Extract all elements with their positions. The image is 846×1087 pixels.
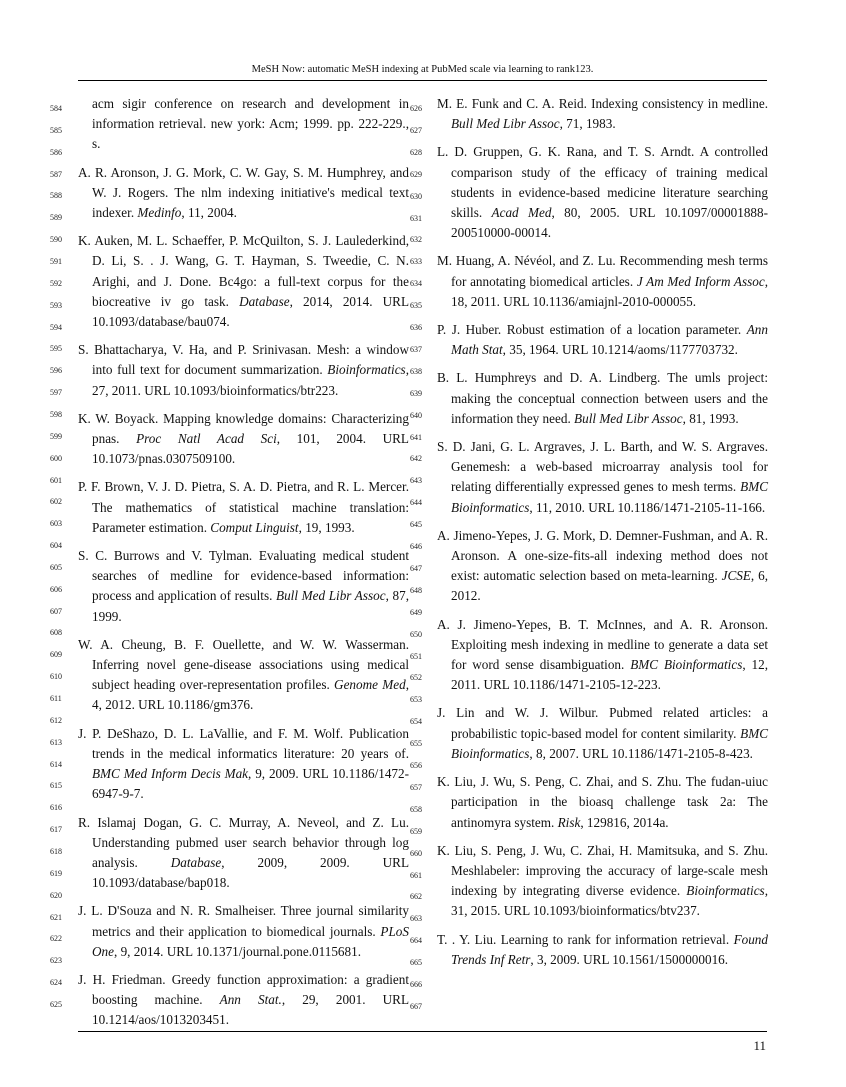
line-number: 645 xyxy=(410,520,422,530)
reference-authors-title: J. P. DeShazo, D. L. LaVallie, and F. M. Wolf. Publication trends in the medical informatics literature: 20 years of. xyxy=(78,725,409,761)
line-number: 625 xyxy=(50,1000,62,1009)
reference-venue: J Am Med Inform Assoc xyxy=(636,273,765,289)
reference-details: , 129816, 2014a. xyxy=(580,814,669,830)
reference-entry xyxy=(437,320,768,360)
line-number: 643 xyxy=(410,476,422,486)
reference-entry xyxy=(437,526,768,607)
line-number: 667 xyxy=(410,1002,422,1011)
reference-authors-title: K. Liu, S. Peng, J. Wu, C. Zhai, H. Mamitsuka, and S. Zhu. Meshlabeler: improving the accuracy of large-scale mesh indexing by integrating diverse evidence. xyxy=(437,842,768,899)
reference-authors-title: T. . Y. Liu. Learning to rank for information retrieval. xyxy=(437,931,734,947)
line-number: 608 xyxy=(50,628,62,638)
reference-details: , 6, 2012. xyxy=(451,568,768,604)
reference-authors-title: R. Islamaj Dogan, G. C. Murray, A. Neveol, and Z. Lu. Understanding pubmed user search behavior through log analysis. xyxy=(78,814,409,870)
line-number: 589 xyxy=(50,213,62,223)
reference-authors-title: L. D. Gruppen, G. K. Rana, and T. S. Arndt. A controlled comparison study of the efficacy of training medical students in evidence-based medicine literature searching skills. xyxy=(437,144,768,221)
reference-details: , 12, 2011. URL 10.1186/1471-2105-12-223. xyxy=(451,657,769,693)
line-number: 636 xyxy=(410,323,422,333)
line-number: 616 xyxy=(50,803,62,813)
reference-entry xyxy=(78,970,409,1031)
line-number: 586 xyxy=(50,147,62,157)
line-number: 639 xyxy=(410,388,422,398)
reference-details: , 31, 2015. URL 10.1093/bioinformatics/btv237. xyxy=(451,883,768,919)
reference-entry xyxy=(78,546,409,627)
line-number: 628 xyxy=(410,147,422,157)
reference-venue: Found Trends Inf Retr xyxy=(451,931,768,967)
page-number: 11 xyxy=(753,1038,766,1053)
reference-authors-title: K. Auken, M. L. Schaeffer, P. McQuilton, S. J. Laulederkind, D. Li, S. . J. Wang, G. T. Hayman, S. Tweedie, C. N. Arighi, and J. Done. Bc4go: a full-text corpus for the biocreative iv go task. xyxy=(78,233,409,309)
line-number: 652 xyxy=(410,673,422,683)
reference-venue: Database xyxy=(239,293,290,309)
reference-details: , 81, 1993. xyxy=(682,410,739,426)
reference-authors-title: A. Jimeno-Yepes, J. G. Mork, D. Demner-Fushman, and A. R. Aronson. A one-size-fits-all indexing method does not exist: automatic selection based on meta-learning. xyxy=(437,527,768,584)
line-number: 598 xyxy=(50,409,62,419)
reference-venue: Bull Med Libr Assoc xyxy=(276,588,386,604)
line-number: 623 xyxy=(50,956,62,966)
reference-venue: Database xyxy=(170,854,222,870)
line-number: 587 xyxy=(50,169,62,179)
line-number: 615 xyxy=(50,781,62,791)
line-number: 642 xyxy=(410,454,422,464)
reference-authors-title: B. L. Humphreys and D. A. Lindberg. The umls project: making the conceptual connection between users and the information they need. xyxy=(437,370,768,426)
line-number: 609 xyxy=(50,650,62,660)
reference-venue: Comput Linguist xyxy=(210,519,299,535)
reference-entry xyxy=(78,409,409,470)
line-number: 658 xyxy=(410,804,422,814)
line-number: 600 xyxy=(50,453,62,463)
line-number: 605 xyxy=(50,562,62,572)
line-number: 638 xyxy=(410,366,422,376)
line-number: 591 xyxy=(50,256,62,266)
reference-entry xyxy=(437,251,768,312)
reference-venue: Genome Med xyxy=(334,677,406,693)
reference-authors-title: J. Lin and W. J. Wilbur. Pubmed related articles: a probabilistic topic-based model for content similarity. xyxy=(437,705,768,741)
reference-authors-title: S. D. Jani, G. L. Argraves, J. L. Barth, and W. S. Argraves. Genemesh: a web-based microarray analysis tool for relating differentially expressed genes to mesh terms. xyxy=(437,439,768,495)
reference-entry xyxy=(437,368,768,429)
reference-authors-title: W. A. Cheung, B. F. Ouellette, and W. W. Wasserman. Inferring novel gene-disease associations using medical subject heading over-representation profiles. xyxy=(78,636,409,693)
line-number: 597 xyxy=(50,388,62,398)
reference-entry xyxy=(437,703,768,764)
running-header: MeSH Now: automatic MeSH indexing at PubMed scale via learning to rank123. xyxy=(251,64,594,75)
reference-venue: BMC Med Inform Decis Mak xyxy=(92,766,249,782)
line-number: 596 xyxy=(50,366,62,376)
line-number: 606 xyxy=(50,584,62,594)
line-number: 655 xyxy=(410,739,422,749)
reference-details: , 2014, 2014. URL 10.1093/database/bau074. xyxy=(92,293,410,330)
reference-details: , 8, 2007. URL 10.1186/1471-2105-8-423. xyxy=(529,745,753,761)
reference-details: , 35, 1964. URL 10.1214/aoms/1177703732. xyxy=(502,342,738,358)
line-number: 601 xyxy=(50,475,62,485)
reference-details: , 27, 2011. URL 10.1093/bioinformatics/btr223. xyxy=(92,362,409,398)
reference-entry xyxy=(78,94,409,155)
line-number: 641 xyxy=(410,432,422,442)
reference-details: , 9, 2014. URL 10.1371/journal.pone.0115681. xyxy=(113,943,361,959)
reference-details: , 9, 2009. URL 10.1186/1472-6947-9-7. xyxy=(92,766,409,802)
line-number: 585 xyxy=(50,125,62,135)
reference-entry xyxy=(78,163,409,224)
reference-entry xyxy=(78,813,409,894)
reference-authors-title: M. E. Funk and C. A. Reid. Indexing consistency in medline. xyxy=(437,96,768,111)
reference-entry xyxy=(437,772,768,833)
line-number: 602 xyxy=(50,497,62,507)
reference-text: acm sigir conference on research and development in information retrieval. new york: Acm; 1999. pp. 222-229., s. xyxy=(92,96,409,152)
line-number: 599 xyxy=(50,431,62,441)
line-number: 614 xyxy=(50,759,62,769)
line-number: 607 xyxy=(50,606,62,616)
reference-authors-title: M. Huang, A. Névéol, and Z. Lu. Recommending mesh terms for annotating biomedical articles. xyxy=(437,253,768,289)
reference-entry xyxy=(437,930,768,970)
reference-venue: Risk xyxy=(557,814,581,830)
line-number: 662 xyxy=(410,892,422,902)
reference-details: , 11, 2010. URL 10.1186/1471-2105-11-166. xyxy=(529,499,766,515)
references-left-column xyxy=(78,94,409,1039)
line-number: 659 xyxy=(410,826,422,836)
reference-authors-title: A. R. Aronson, J. G. Mork, C. W. Gay, S. M. Humphrey, and W. J. Rogers. The nlm indexing initiative's medical text indexer. xyxy=(78,164,409,221)
reference-authors-title: S. Bhattacharya, V. Ha, and P. Srinivasan. Mesh: a window into full text for document summarization. xyxy=(78,342,409,378)
line-number: 632 xyxy=(410,235,422,245)
reference-venue: BMC Bioinformatics xyxy=(451,479,768,515)
reference-venue: Proc Natl Acad Sci xyxy=(136,431,277,447)
line-number: 617 xyxy=(50,825,62,835)
reference-venue: Medinfo xyxy=(137,205,182,221)
references-right-column xyxy=(437,94,768,978)
line-number: 656 xyxy=(410,761,422,771)
reference-details: , 2009, 2009. URL 10.1093/database/bap018. xyxy=(92,854,409,891)
line-number: 664 xyxy=(410,936,422,946)
line-number: 640 xyxy=(410,410,422,420)
line-number: 635 xyxy=(410,301,422,311)
reference-entry xyxy=(437,841,768,922)
line-number: 610 xyxy=(50,672,62,682)
line-number: 584 xyxy=(50,104,62,113)
line-number: 633 xyxy=(410,257,422,267)
reference-venue: Bull Med Libr Assoc xyxy=(451,116,560,132)
line-number: 631 xyxy=(410,213,422,223)
line-number: 648 xyxy=(410,585,422,595)
line-number: 660 xyxy=(410,848,422,858)
line-number: 611 xyxy=(50,694,62,704)
line-number: 647 xyxy=(410,563,422,573)
line-number: 603 xyxy=(50,519,62,529)
reference-details: , 71, 1983. xyxy=(559,116,616,132)
line-number: 665 xyxy=(410,958,422,968)
line-number: 654 xyxy=(410,717,422,727)
reference-entry xyxy=(437,437,768,518)
line-number: 634 xyxy=(410,279,422,289)
line-number: 604 xyxy=(50,541,62,551)
line-number: 661 xyxy=(410,870,422,880)
reference-authors-title: S. C. Burrows and V. Tylman. Evaluating medical student searches of medline for evidence-based information: process and application of results. xyxy=(78,548,409,604)
reference-venue: BMC Bioinformatics xyxy=(451,725,768,761)
reference-details: , 29, 2001. URL 10.1214/aos/1013203451. xyxy=(92,992,410,1028)
line-number: 590 xyxy=(50,235,62,245)
line-number: 594 xyxy=(50,322,62,332)
reference-authors-title: K. W. Boyack. Mapping knowledge domains: Characterizing pnas. xyxy=(78,410,409,447)
line-number: 653 xyxy=(410,695,422,705)
reference-details: , 87, 1999. xyxy=(92,588,409,624)
line-number: 627 xyxy=(410,125,422,135)
line-number: 593 xyxy=(50,300,62,310)
line-number: 637 xyxy=(410,344,422,354)
line-number: 626 xyxy=(410,104,422,113)
line-number: 646 xyxy=(410,542,422,552)
line-number: 649 xyxy=(410,607,422,617)
reference-authors-title: J. L. D'Souza and N. R. Smalheiser. Three journal similarity metrics and their application to biomedical journals. xyxy=(78,903,409,939)
line-number: 619 xyxy=(50,868,62,878)
line-number: 657 xyxy=(410,782,422,792)
line-number: 620 xyxy=(50,890,62,900)
reference-entry xyxy=(437,94,768,134)
reference-authors-title: K. Liu, J. Wu, S. Peng, C. Zhai, and S. Zhu. The fudan-uiuc participation in the bioasq challenge task 2a: The antinomyra system. xyxy=(437,774,768,830)
reference-details: , 19, 1993. xyxy=(298,519,355,535)
line-number: 613 xyxy=(50,737,62,747)
line-number: 624 xyxy=(50,978,62,988)
line-number: 644 xyxy=(410,498,422,508)
line-number: 651 xyxy=(410,651,422,661)
reference-venue: PLoS One xyxy=(92,923,409,959)
line-number: 629 xyxy=(410,169,422,179)
reference-venue: Ann Math Stat xyxy=(451,322,768,358)
reference-details: , 80, 2005. URL 10.1097/00001888-200510000-00014. xyxy=(451,205,768,241)
line-number: 612 xyxy=(50,715,62,725)
reference-authors-title: J. H. Friedman. Greedy function approximation: a gradient boosting machine. xyxy=(78,971,409,1008)
line-number: 663 xyxy=(410,914,422,924)
reference-venue: BMC Bioinformatics xyxy=(630,657,743,673)
header-rule xyxy=(78,80,767,81)
reference-details: , 18, 2011. URL 10.1136/amiajnl-2010-000055. xyxy=(451,273,768,309)
reference-details: , 11, 2004. xyxy=(181,205,237,221)
reference-venue: Bull Med Libr Assoc xyxy=(574,410,683,426)
reference-venue: Ann Stat. xyxy=(219,992,282,1008)
reference-entry xyxy=(78,231,409,332)
line-number: 618 xyxy=(50,847,62,857)
reference-authors-title: P. J. Huber. Robust estimation of a location parameter. xyxy=(437,322,747,338)
line-number: 650 xyxy=(410,629,422,639)
line-number: 595 xyxy=(50,344,62,354)
line-number: 621 xyxy=(50,912,62,922)
line-number: 592 xyxy=(50,278,62,288)
line-number: 588 xyxy=(50,191,62,201)
line-number: 630 xyxy=(410,191,422,201)
reference-entry xyxy=(78,340,409,401)
reference-authors-title: P. F. Brown, V. J. D. Pietra, S. A. D. Pietra, and R. L. Mercer. The mathematics of statistical machine translation: Parameter estimation. xyxy=(78,479,409,535)
reference-venue: Acad Med xyxy=(491,205,552,221)
reference-details: , 3, 2009. URL 10.1561/1500000016. xyxy=(530,951,729,967)
reference-entry xyxy=(78,477,409,538)
reference-venue: Bioinformatics xyxy=(686,883,765,899)
reference-entry xyxy=(78,901,409,962)
line-number: 622 xyxy=(50,934,62,944)
reference-entry xyxy=(78,724,409,805)
line-number: 666 xyxy=(410,980,422,990)
reference-venue: Bioinformatics xyxy=(327,362,406,378)
reference-venue: JCSE xyxy=(721,568,751,584)
reference-entry xyxy=(78,635,409,716)
footer-rule xyxy=(78,1031,767,1032)
reference-details: , 101, 2004. URL 10.1073/pnas.0307509100. xyxy=(92,431,409,467)
reference-entry xyxy=(437,615,768,696)
reference-authors-title: A. J. Jimeno-Yepes, B. T. McInnes, and A. R. Aronson. Exploiting mesh indexing in medline to generate a data set for word sense disambiguation. xyxy=(437,616,768,673)
reference-details: , 4, 2012. URL 10.1186/gm376. xyxy=(92,677,409,713)
reference-entry xyxy=(437,142,768,243)
